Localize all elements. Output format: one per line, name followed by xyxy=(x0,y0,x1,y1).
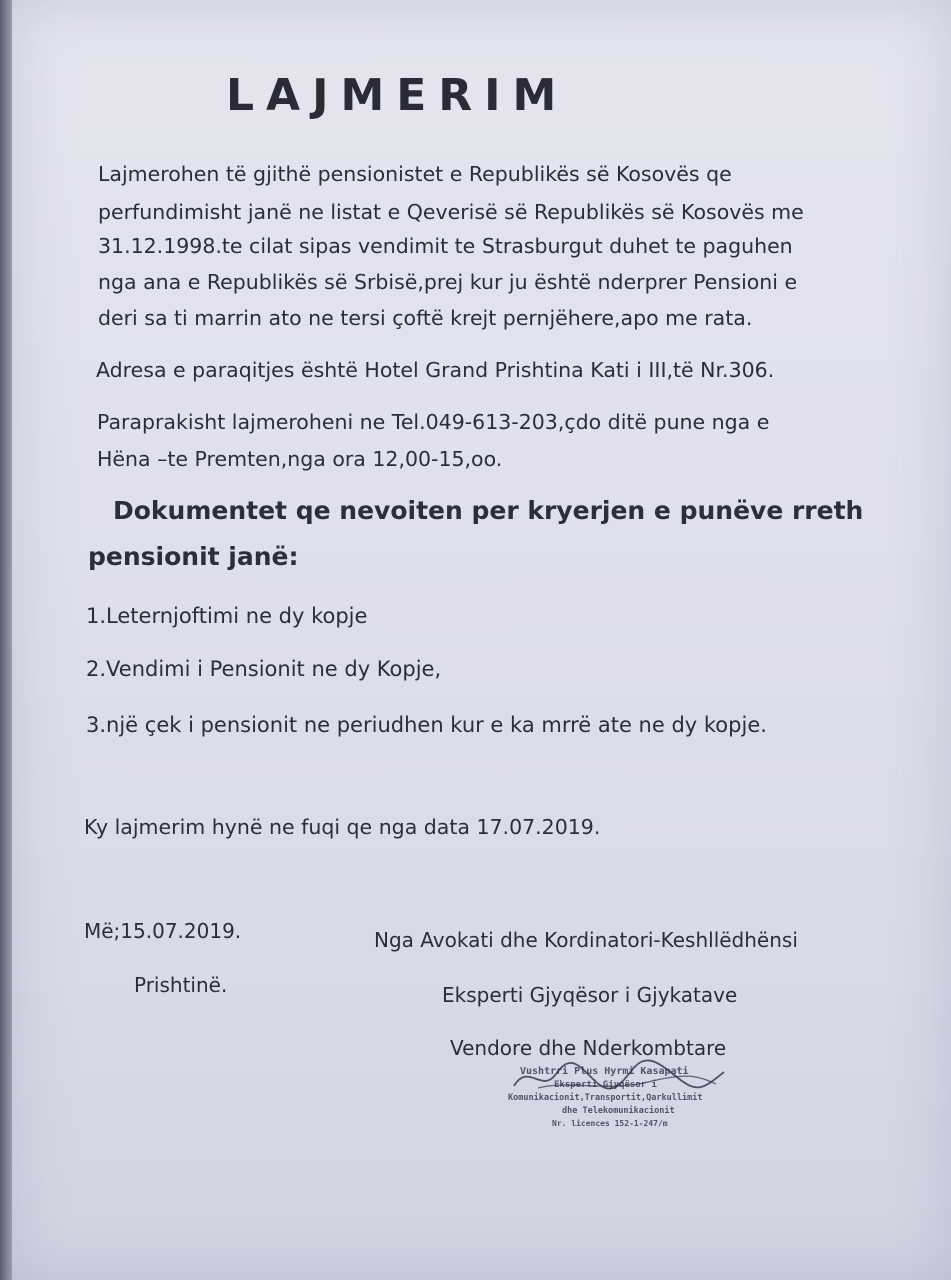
documents-heading: pensionit janë: xyxy=(88,542,299,571)
stamp-line: Nr. licences 152-1-247/m xyxy=(552,1119,668,1128)
issue-date: Më;15.07.2019. xyxy=(84,919,242,943)
background-edge xyxy=(0,0,12,1280)
stamp-line: Vushtrri Plus Hyrmi Kasapati xyxy=(520,1066,689,1077)
stamp-line: Eksperti Gjyqësor i xyxy=(554,1080,657,1090)
issue-place: Prishtinë. xyxy=(134,973,228,997)
signatory-line: Vendore dhe Nderkombtare xyxy=(450,1036,727,1060)
paragraph-line: deri sa ti marrin ato ne tersi çoftë krejt pernjëhere,apo me rata. xyxy=(98,306,753,330)
document-item: 2.Vendimi i Pensionit ne dy Kopje, xyxy=(86,657,442,681)
official-stamp xyxy=(508,1062,734,1140)
paragraph-line: Lajmerohen të gjithë pensionistet e Republikës së Kosovës qe xyxy=(98,162,732,186)
stamp-line: Komunikacionit,Transportit,Qarkullimit xyxy=(508,1093,703,1103)
paragraph-line: perfundimisht janë ne listat e Qeverisë së Republikës së Kosovës me xyxy=(98,200,804,224)
stamp-line: dhe Telekomunikacionit xyxy=(562,1106,675,1116)
contact-line: Paraprakisht lajmeroheni ne Tel.049-613-203,çdo ditë pune nga e xyxy=(97,410,770,434)
document-item: 1.Leternjoftimi ne dy kopje xyxy=(86,604,368,628)
handwritten-signature xyxy=(508,1058,734,1098)
signatory-line: Nga Avokati dhe Kordinatori-Keshllëdhënsi xyxy=(374,928,798,952)
document-item: 3.një çek i pensionit ne periudhen kur e ka mrrë ate ne dy kopje. xyxy=(86,713,767,737)
paragraph-line: nga ana e Republikës së Srbisë,prej kur ju është nderprer Pensioni e xyxy=(98,270,798,294)
notice-title: LAJMERIM xyxy=(226,70,569,121)
address-line: Adresa e paraqitjes është Hotel Grand Prishtina Kati i III,të Nr.306. xyxy=(96,358,775,382)
effective-date-line: Ky lajmerim hynë ne fuqi qe nga data 17.07.2019. xyxy=(84,815,601,839)
contact-line: Hëna –te Premten,nga ora 12,00-15,oo. xyxy=(97,447,503,471)
notice-paper xyxy=(10,0,951,1280)
paragraph-line: 31.12.1998.te cilat sipas vendimit te Strasburgut duhet te paguhen xyxy=(98,234,793,258)
signatory-line: Eksperti Gjyqësor i Gjykatave xyxy=(442,983,738,1007)
documents-heading: Dokumentet qe nevoiten per kryerjen e punëve rreth xyxy=(113,496,864,525)
